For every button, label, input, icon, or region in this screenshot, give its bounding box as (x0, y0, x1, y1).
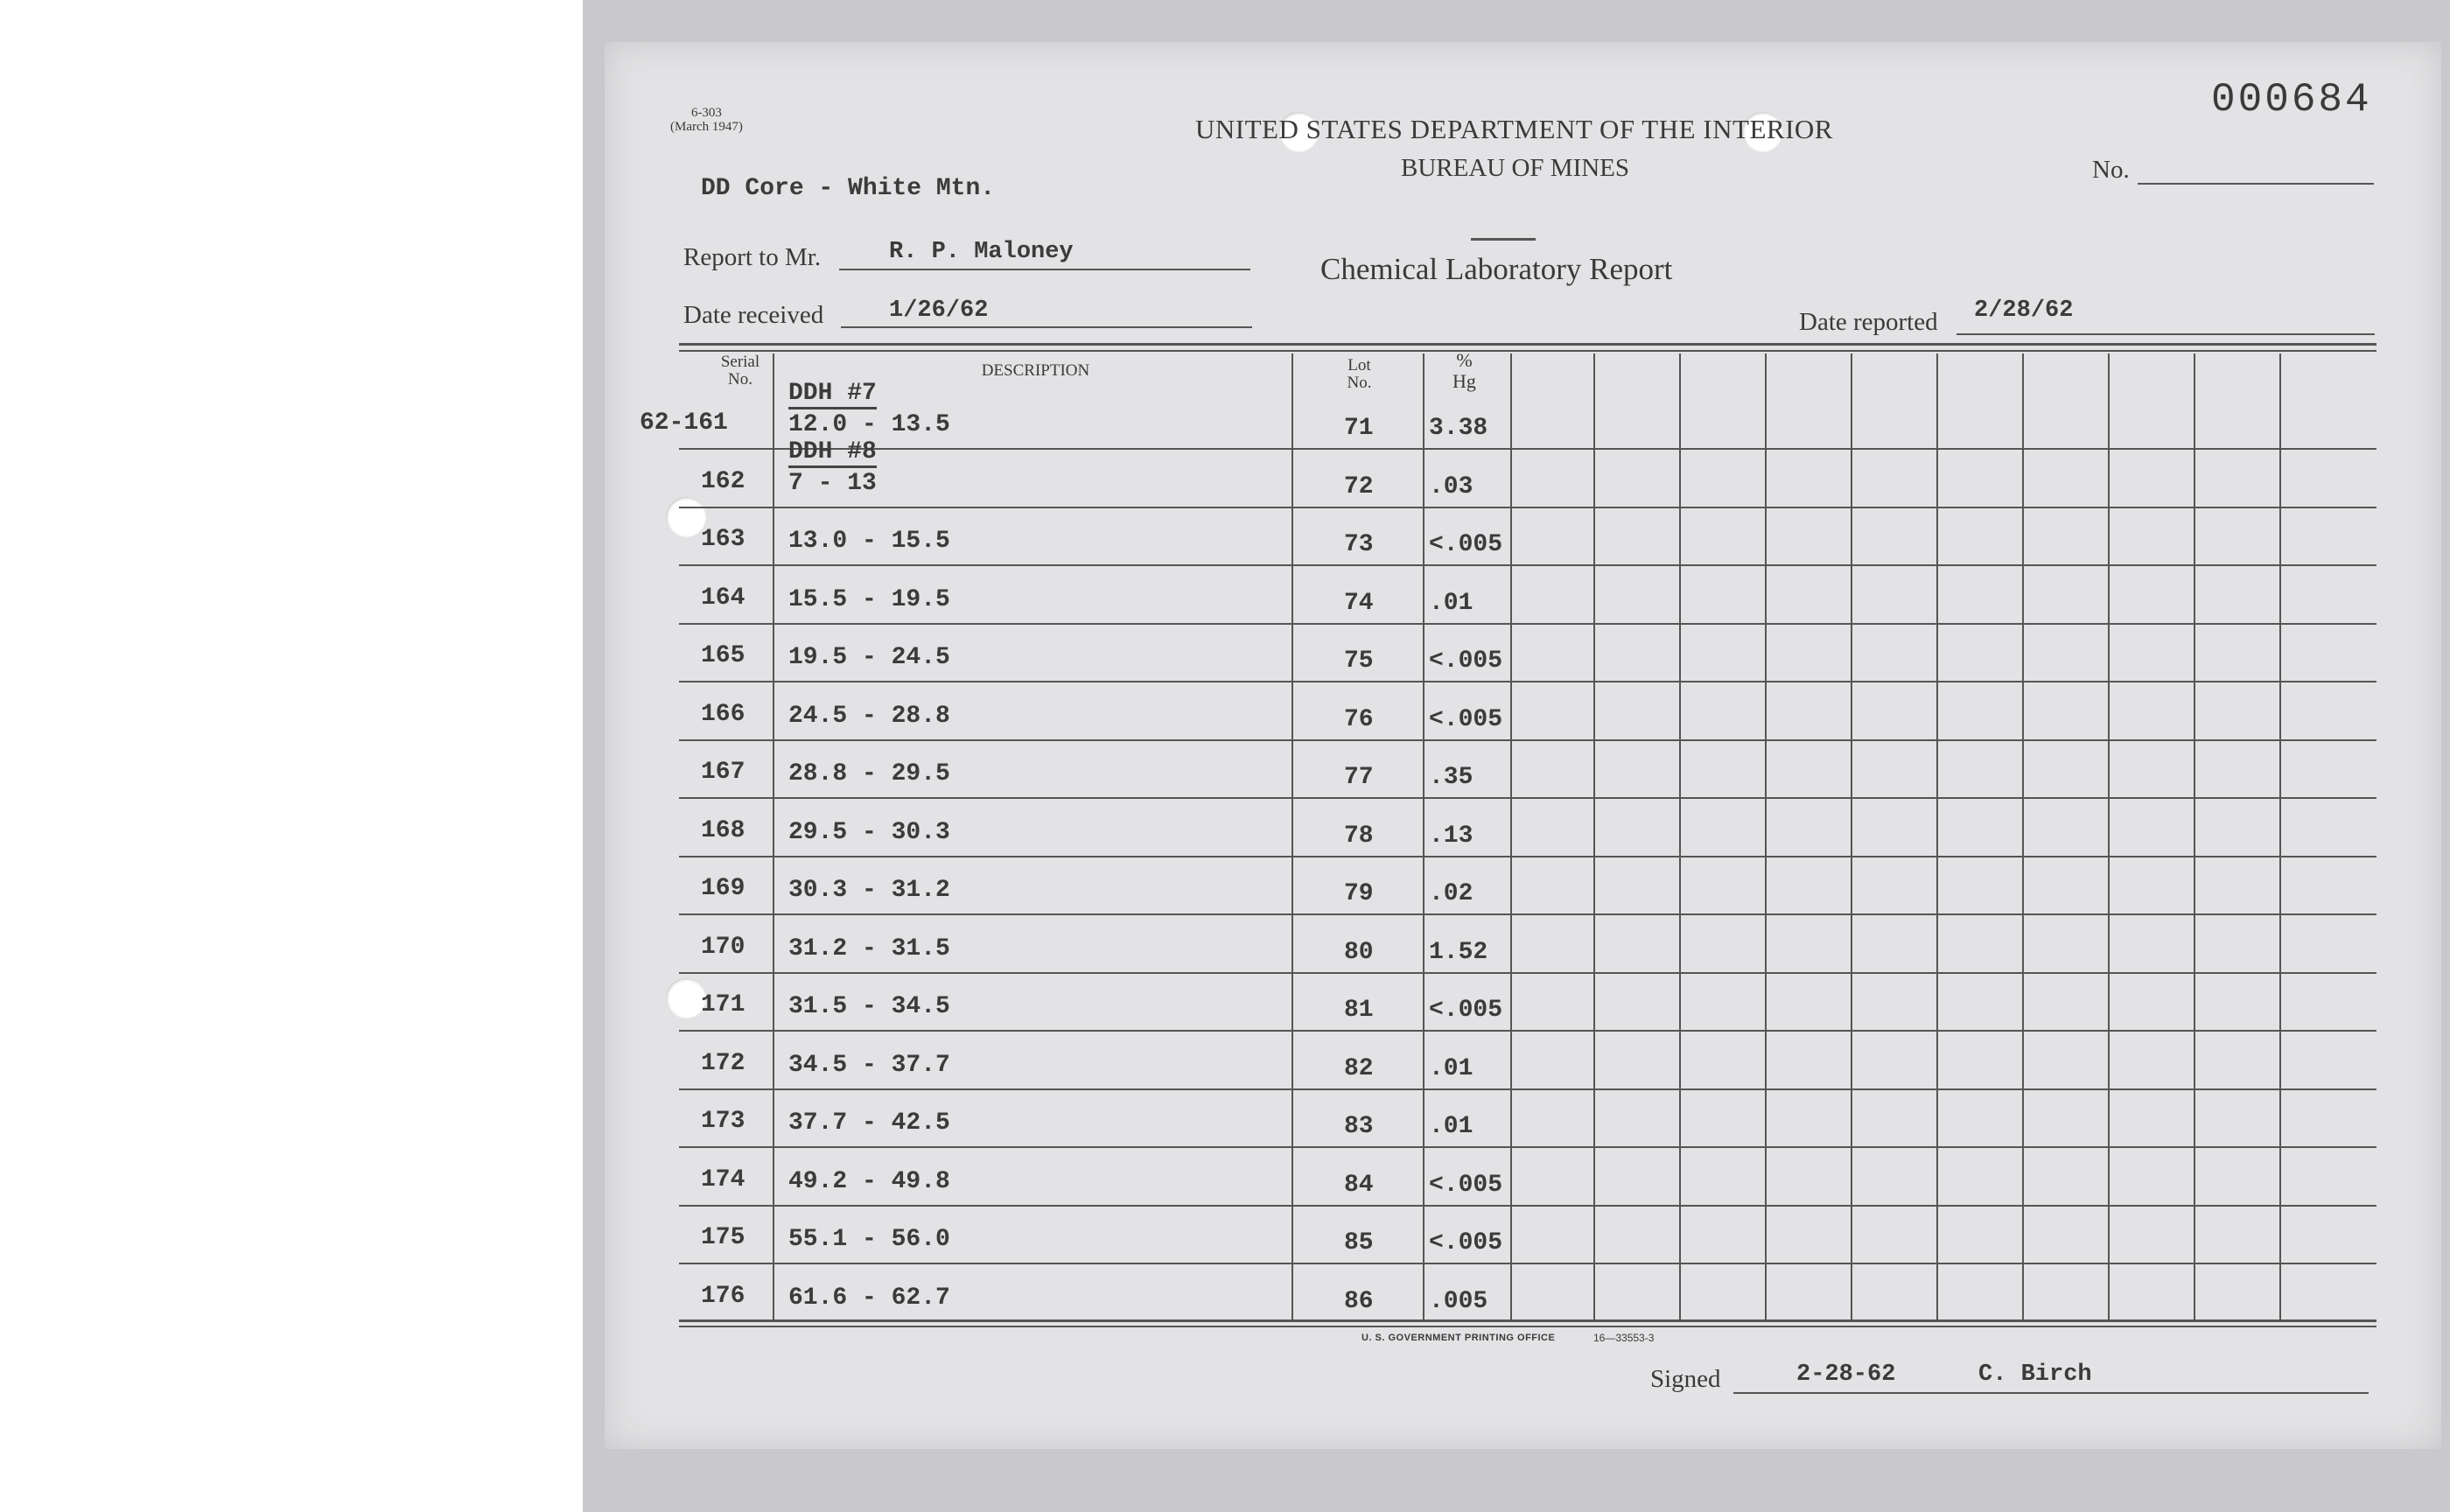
column-divider (1510, 354, 1512, 1320)
form-number-block (670, 106, 743, 134)
report-to-underline (839, 269, 1250, 270)
mercury-percent: 1.52 (1429, 938, 1488, 966)
mercury-percent: <.005 (1429, 705, 1503, 733)
lot-number: 78 (1344, 822, 1374, 850)
serial-number: 172 (701, 1049, 746, 1077)
row-divider (679, 1088, 2376, 1090)
signed-name: C. Birch (1978, 1362, 2092, 1388)
lot-number: 81 (1344, 997, 1374, 1024)
sample-description: 61.6 - 62.7 (788, 1284, 950, 1312)
serial-number: 162 (701, 467, 746, 495)
serial-number: 167 (701, 759, 746, 786)
column-divider (773, 354, 774, 1320)
agency-title: UNITED STATES DEPARTMENT OF THE INTERIOR (1195, 114, 1833, 144)
row-divider (679, 448, 2376, 450)
sample-description: 37.7 - 42.5 (788, 1110, 950, 1137)
mercury-percent: .005 (1429, 1287, 1488, 1315)
lot-number: 73 (1344, 531, 1374, 558)
date-reported-underline (1956, 333, 2375, 335)
no-label: No. (2092, 156, 2130, 184)
form-number: 6-303 (690, 106, 722, 120)
sample-description: 28.8 - 29.5 (788, 760, 950, 788)
column-divider (1765, 354, 1767, 1320)
sample-description: 34.5 - 37.7 (788, 1051, 950, 1079)
serial-number: 166 (701, 700, 746, 728)
row-divider (679, 1030, 2376, 1032)
date-reported-value: 2/28/62 (1974, 298, 2074, 324)
serial-number: 165 (701, 642, 746, 669)
mercury-percent: .01 (1429, 1113, 1474, 1140)
column-divider (1851, 354, 1852, 1320)
date-reported-label: Date reported (1799, 308, 1938, 336)
row-divider (679, 797, 2376, 799)
column-divider (2279, 354, 2281, 1320)
printer-code: 16—33553-3 (1593, 1332, 1655, 1344)
row-divider (679, 1205, 2376, 1207)
report-title: Chemical Laboratory Report (1320, 252, 1673, 286)
serial-header-line2: No. (728, 370, 752, 388)
printer-note: U. S. GOVERNMENT PRINTING OFFICE (1362, 1333, 1556, 1343)
hole-subheading: DDH #7 (788, 380, 877, 410)
document-number: 000684 (2211, 77, 2372, 122)
table-top-rule-2 (679, 350, 2376, 352)
lot-header-line2: No. (1347, 374, 1372, 392)
lot-number: 84 (1344, 1171, 1374, 1199)
column-divider (1593, 354, 1595, 1320)
table-bottom-rule (679, 1320, 2376, 1322)
sample-description: 24.5 - 28.8 (788, 702, 950, 730)
row-divider (679, 914, 2376, 915)
no-underline (2138, 183, 2374, 185)
date-received-underline (841, 326, 1252, 328)
report-to-label: Report to Mr. (683, 243, 822, 271)
report-to-value: R. P. Maloney (889, 239, 1074, 265)
table-top-rule (679, 343, 2376, 346)
lot-number: 74 (1344, 589, 1374, 617)
sample-description: 12.0 - 13.5 (788, 411, 950, 438)
lot-number: 86 (1344, 1287, 1374, 1315)
bureau-title: BUREAU OF MINES (1401, 154, 1630, 182)
date-received-value: 1/26/62 (889, 298, 989, 324)
sample-description: 55.1 - 56.0 (788, 1226, 950, 1253)
sample-description: 29.5 - 30.3 (788, 818, 950, 846)
mercury-percent: <.005 (1429, 1171, 1503, 1199)
hg-header (1423, 350, 1506, 392)
lot-number: 71 (1344, 415, 1374, 442)
lot-header-line1: Lot (1348, 356, 1371, 374)
column-divider (1679, 354, 1681, 1320)
signed-underline (1733, 1392, 2369, 1394)
hg-header-line2: Hg (1452, 370, 1476, 392)
mercury-percent: 3.38 (1429, 415, 1488, 442)
serial-number: 169 (701, 875, 746, 902)
serial-number: 170 (701, 933, 746, 961)
serial-number: 164 (701, 584, 746, 612)
serial-header-line1: Serial (720, 353, 760, 371)
serial-number: 163 (701, 526, 746, 553)
mercury-percent: <.005 (1429, 997, 1503, 1024)
lot-number: 75 (1344, 648, 1374, 675)
row-divider (679, 972, 2376, 974)
row-divider (679, 856, 2376, 858)
column-divider (2194, 354, 2195, 1320)
sample-description: 15.5 - 19.5 (788, 585, 950, 613)
row-divider (679, 623, 2376, 625)
serial-number: 62-161 (640, 410, 728, 437)
serial-number: 174 (701, 1166, 746, 1194)
form-date: (March 1947) (670, 120, 743, 134)
column-divider (2108, 354, 2110, 1320)
mercury-percent: .35 (1429, 764, 1474, 791)
lot-number: 80 (1344, 938, 1374, 966)
mercury-percent: .01 (1429, 589, 1474, 617)
mercury-percent: .02 (1429, 880, 1474, 907)
mercury-percent: .01 (1429, 1054, 1474, 1082)
lot-header (1296, 357, 1423, 392)
serial-number: 175 (701, 1224, 746, 1251)
sample-description: 30.3 - 31.2 (788, 877, 950, 904)
mercury-percent: .03 (1429, 472, 1474, 500)
column-divider (1936, 354, 1938, 1320)
serial-header (705, 354, 775, 388)
sample-description: 19.5 - 24.5 (788, 644, 950, 671)
row-divider (679, 739, 2376, 741)
hg-header-line1: % (1456, 349, 1473, 371)
sample-description: 31.2 - 31.5 (788, 934, 950, 962)
title-rule (1471, 238, 1536, 241)
serial-number: 176 (701, 1282, 746, 1310)
serial-number: 168 (701, 816, 746, 844)
lot-number: 79 (1344, 880, 1374, 907)
sample-description: 31.5 - 34.5 (788, 993, 950, 1020)
signed-date: 2-28-62 (1796, 1362, 1896, 1388)
row-divider (679, 1146, 2376, 1148)
sample-description: 7 - 13 (788, 469, 877, 497)
lot-number: 76 (1344, 705, 1374, 733)
project-name: DD Core - White Mtn. (701, 175, 996, 202)
serial-number: 171 (701, 991, 746, 1018)
row-divider (679, 564, 2376, 566)
mercury-percent: .13 (1429, 822, 1474, 850)
mercury-percent: <.005 (1429, 531, 1503, 558)
mercury-percent: <.005 (1429, 648, 1503, 675)
lot-number: 82 (1344, 1054, 1374, 1082)
row-divider (679, 507, 2376, 508)
lot-number: 83 (1344, 1113, 1374, 1140)
description-header: DESCRIPTION (981, 361, 1090, 380)
signed-label: Signed (1650, 1365, 1721, 1393)
column-divider (1292, 354, 1293, 1320)
column-divider (2022, 354, 2024, 1320)
lab-report-sheet (605, 42, 2441, 1449)
lot-number: 77 (1344, 764, 1374, 791)
mercury-percent: <.005 (1429, 1229, 1503, 1256)
lot-number: 72 (1344, 472, 1374, 500)
lot-number: 85 (1344, 1229, 1374, 1256)
hole-subheading: DDH #8 (788, 438, 877, 468)
sample-description: 49.2 - 49.8 (788, 1167, 950, 1195)
table-bottom-rule-2 (679, 1326, 2376, 1327)
column-divider (1423, 354, 1424, 1320)
date-received-label: Date received (683, 301, 824, 329)
row-divider (679, 1263, 2376, 1264)
row-divider (679, 681, 2376, 682)
sample-description: 13.0 - 15.5 (788, 528, 950, 555)
serial-number: 173 (701, 1108, 746, 1135)
